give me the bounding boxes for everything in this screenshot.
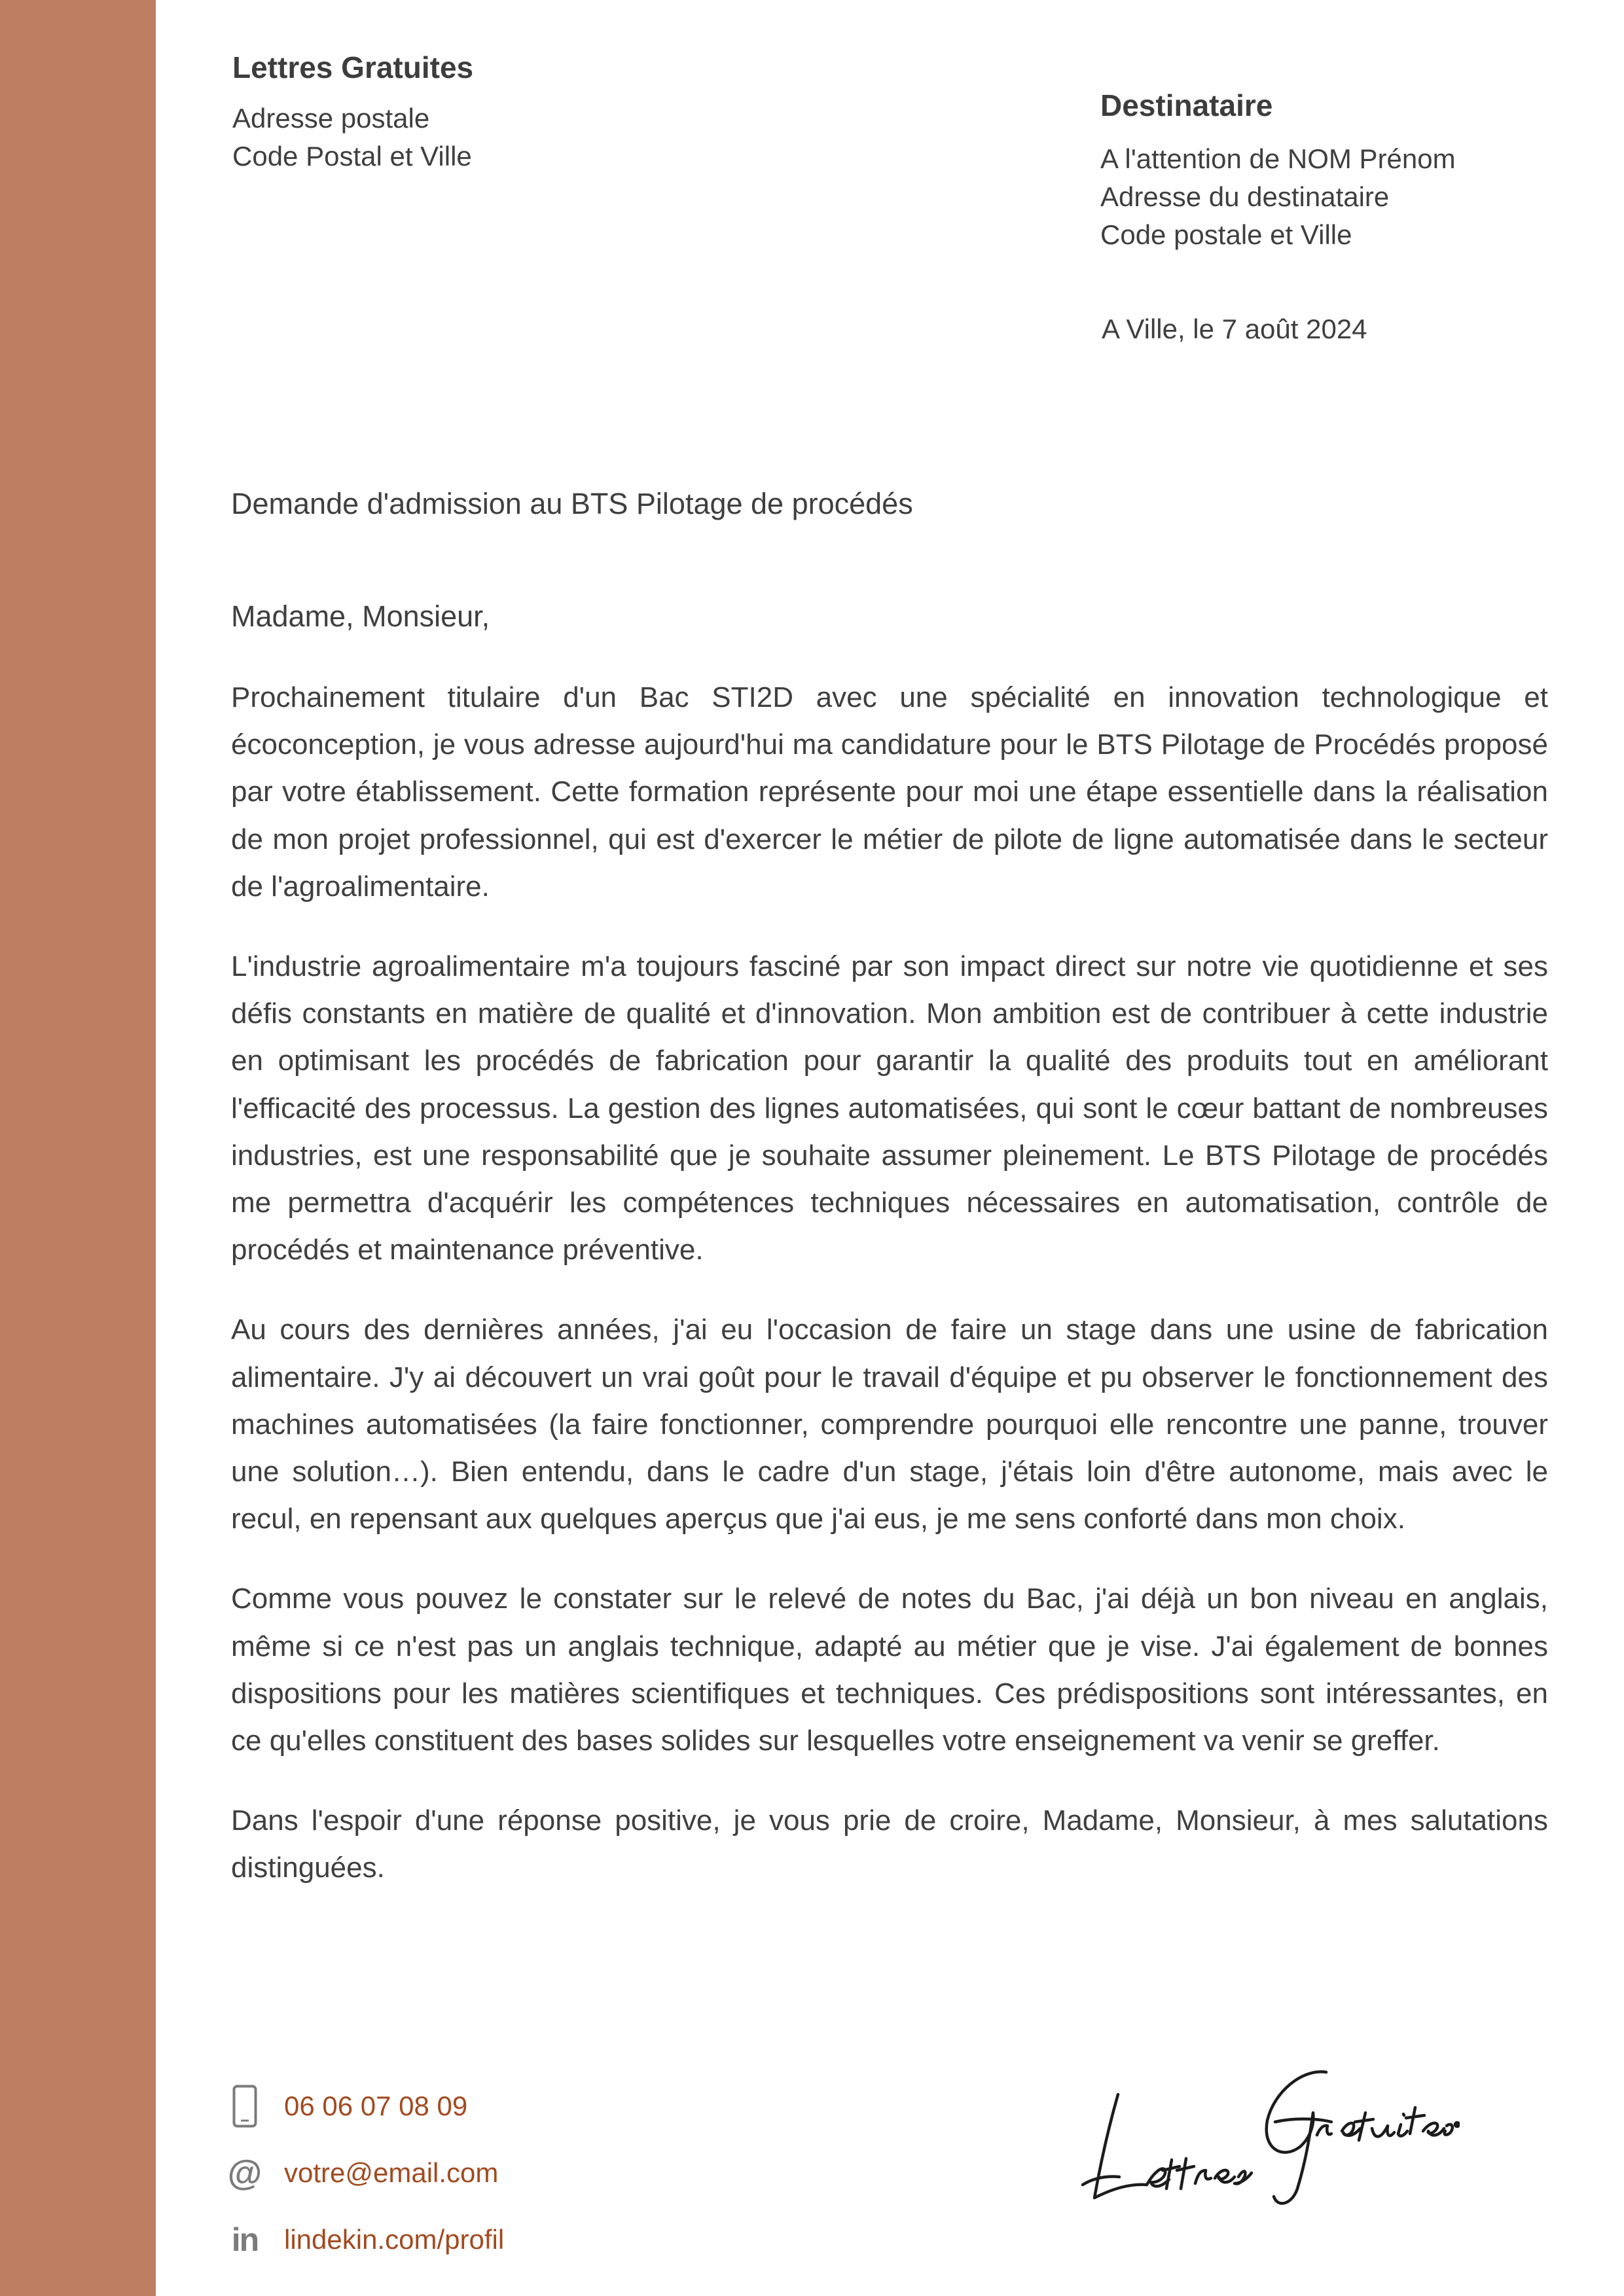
handwritten-signature [1067,2049,1460,2219]
letter-date: A Ville, le 7 août 2024 [1102,314,1367,344]
contact-email-row [226,2152,504,2194]
contact-linkedin-row [226,2219,504,2261]
left-accent-bar [0,0,156,2296]
contact-email[interactable]: votre@email.com [284,2157,499,2188]
closing-paragraph: Dans l'espoir d'une réponse positive, je vous prie de croire, Madame, Monsieur, à mes salutations distinguées. [231,1804,1548,1884]
contact-linkedin[interactable]: lindekin.com/profil [284,2224,505,2255]
body-paragraph: Au cours des dernières années, j'ai eu l'occasion de faire un stage dans une usine de fabrication alimentaire. J'y ai découvert un vrai goût pour le travail d'équipe et pu observer le fonctionnement des machines automatisées (la faire fonctionner, comprendre pourquoi elle rencontre une panne, trouver une solution…). Bien entendu, dans le cadre d'un stage, j'étais loin d'être autonome, mais avec le recul, en repensant aux quelques aperçus que j'ai eus, je me sens conforté dans mon choix. [231,1314,1548,1535]
recipient-title: Destinataire [1100,88,1273,122]
recipient-block [1100,85,1598,254]
letter-subject: Demande d'admission au BTS Pilotage de procédés [231,487,913,520]
body-paragraph: L'industrie agroalimentaire m'a toujours fasciné par son impact direct sur notre vie quotidienne et ses défis constants en matière de qualité et d'innovation. Mon ambition est de contribuer à cette industrie en optimisant les procédés de fabrication pour garantir la qualité des produits tout en améliorant l'efficacité des processus. La gestion des lignes automatisées, qui sont le cœur battant de nombreuses industries, est une responsabilité que je souhaite assumer pleinement. Le BTS Pilotage de procédés me permettra d'acquérir les compétences techniques nécessaires en automatisation, contrôle de procédés et maintenance préventive. [231,950,1548,1266]
linkedin-icon: in [231,2221,259,2258]
recipient-city-line: Code postale et Ville [1100,219,1352,250]
at-icon: @ [227,2153,262,2193]
sender-block [232,47,821,175]
body-paragraph: Prochainement titulaire d'un Bac STI2D avec une spécialité en innovation technologique et écoconception, je vous adresse aujourd'hui ma candidature pour le BTS Pilotage de Procédés proposé par votre établissement. Cette formation représente pour moi une étape essentielle dans la réalisation de mon projet professionnel, qui est d'exercer le métier de pilote de ligne automatisée dans le secteur de l'agroalimentaire. [231,681,1548,903]
sender-address-line: Adresse postale [232,103,430,134]
salutation: Madame, Monsieur, [231,600,490,633]
sender-city-line: Code Postal et Ville [232,141,472,171]
letter-body [231,674,1548,1925]
phone-icon [226,2085,263,2128]
sender-name: Lettres Gratuites [232,50,474,84]
contact-phone-row [226,2085,504,2127]
recipient-address-line: Adresse du destinataire [1100,181,1390,212]
recipient-attention-line: A l'attention de NOM Prénom [1100,143,1456,174]
contact-phone[interactable]: 06 06 07 08 09 [284,2090,468,2121]
contact-block [226,2085,504,2286]
body-paragraph: Comme vous pouvez le constater sur le relevé de notes du Bac, j'ai déjà un bon niveau en anglais, même si ce n'est pas un anglais technique, adapté au métier que je vise. J'ai également de bonnes dispositions pour les matières scientifiques et techniques. Ces prédispositions sont intéressantes, en ce qu'elles constituent des bases solides sur lesquelles votre enseignement va venir se greffer. [231,1583,1548,1757]
